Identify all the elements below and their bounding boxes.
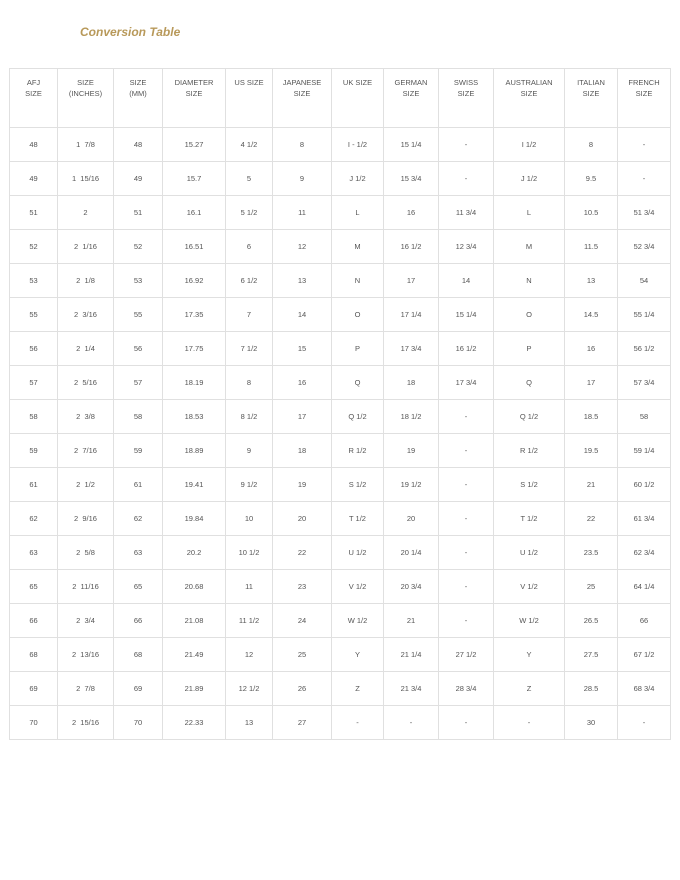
table-row [10, 672, 671, 706]
table-cell: 18.5 [565, 400, 618, 434]
table-cell: N [332, 264, 384, 298]
table-cell: - [439, 400, 494, 434]
table-cell: I 1/2 [494, 128, 565, 162]
table-cell: 60 1/2 [618, 468, 671, 502]
table-row [10, 298, 671, 332]
table-cell: 1 7/8 [58, 128, 114, 162]
table-cell: 20.2 [163, 536, 226, 570]
table-cell: 16 [565, 332, 618, 366]
table-cell: 58 [114, 400, 163, 434]
table-cell: 2 13/16 [58, 638, 114, 672]
conversion-table [9, 68, 671, 740]
table-cell: 2 5/8 [58, 536, 114, 570]
table-cell: 21 [565, 468, 618, 502]
table-cell: 16.92 [163, 264, 226, 298]
table-cell: 68 3/4 [618, 672, 671, 706]
table-cell: Q 1/2 [494, 400, 565, 434]
table-cell: - [332, 706, 384, 740]
table-cell: 19.41 [163, 468, 226, 502]
table-cell: 14.5 [565, 298, 618, 332]
table-cell: 52 [114, 230, 163, 264]
column-header-text: AUSTRALIAN [505, 78, 553, 87]
table-cell: 70 [114, 706, 163, 740]
table-cell: W 1/2 [332, 604, 384, 638]
table-cell: 9 [226, 434, 273, 468]
table-cell: 69 [114, 672, 163, 706]
table-cell: 26 [273, 672, 332, 706]
table-cell: 18 [384, 366, 439, 400]
table-cell: 65 [114, 570, 163, 604]
table-cell: P [332, 332, 384, 366]
table-cell: 52 3/4 [618, 230, 671, 264]
table-cell: 61 [10, 468, 58, 502]
table-cell: W 1/2 [494, 604, 565, 638]
table-row [10, 468, 671, 502]
table-cell: 22 [273, 536, 332, 570]
table-cell: 59 [10, 434, 58, 468]
table-cell: 19.84 [163, 502, 226, 536]
column-header-text: SIZE [582, 89, 600, 98]
table-cell: 58 [618, 400, 671, 434]
table-cell: 17 3/4 [384, 332, 439, 366]
table-cell: 9 1/2 [226, 468, 273, 502]
table-cell: 8 [565, 128, 618, 162]
table-cell: 18.53 [163, 400, 226, 434]
table-cell: 59 [114, 434, 163, 468]
table-row [10, 434, 671, 468]
table-cell: 2 9/16 [58, 502, 114, 536]
table-row [10, 604, 671, 638]
table-cell: 8 [226, 366, 273, 400]
table-cell: 9.5 [565, 162, 618, 196]
column-header-text: JAPANESE [282, 78, 322, 87]
table-cell: 17 [384, 264, 439, 298]
table-cell: 69 [10, 672, 58, 706]
table-cell: 66 [114, 604, 163, 638]
table-cell: 12 [273, 230, 332, 264]
column-header [163, 69, 226, 128]
table-cell: 55 [10, 298, 58, 332]
table-row [10, 366, 671, 400]
table-cell: 63 [114, 536, 163, 570]
table-cell: 17 3/4 [439, 366, 494, 400]
table-cell: 14 [273, 298, 332, 332]
table-cell: 4 1/2 [226, 128, 273, 162]
table-row [10, 230, 671, 264]
table-cell: 51 [10, 196, 58, 230]
column-header [226, 69, 273, 128]
table-cell: I - 1/2 [332, 128, 384, 162]
column-header-text: AFJ [26, 78, 41, 87]
table-cell: V 1/2 [494, 570, 565, 604]
table-cell: - [439, 162, 494, 196]
table-row [10, 706, 671, 740]
column-header-text: SIZE [457, 89, 475, 98]
table-cell: 27 1/2 [439, 638, 494, 672]
table-cell: 20 1/4 [384, 536, 439, 570]
table-cell: 21 [384, 604, 439, 638]
table-cell: 2 1/2 [58, 468, 114, 502]
table-cell: 63 [10, 536, 58, 570]
conversion-table-container [9, 68, 670, 740]
table-cell: 25 [273, 638, 332, 672]
table-row [10, 162, 671, 196]
table-cell: 62 [10, 502, 58, 536]
table-cell: J 1/2 [494, 162, 565, 196]
table-cell: 2 1/16 [58, 230, 114, 264]
column-header-text: SIZE [129, 78, 147, 87]
column-header-text: DIAMETER [174, 78, 214, 87]
table-cell: 13 [273, 264, 332, 298]
table-cell: 2 3/4 [58, 604, 114, 638]
table-cell: 65 [10, 570, 58, 604]
table-cell: 2 5/16 [58, 366, 114, 400]
table-row [10, 332, 671, 366]
table-cell: - [618, 706, 671, 740]
table-cell: 27 [273, 706, 332, 740]
table-row [10, 128, 671, 162]
table-row [10, 536, 671, 570]
table-cell: 2 7/8 [58, 672, 114, 706]
table-cell: O [332, 298, 384, 332]
table-cell: N [494, 264, 565, 298]
table-cell: 53 [10, 264, 58, 298]
table-cell: 48 [10, 128, 58, 162]
table-cell: 11 1/2 [226, 604, 273, 638]
table-cell: 12 3/4 [439, 230, 494, 264]
table-cell: 11 [273, 196, 332, 230]
table-cell: 58 [10, 400, 58, 434]
table-cell: 2 7/16 [58, 434, 114, 468]
table-cell: 27.5 [565, 638, 618, 672]
table-cell: 21.08 [163, 604, 226, 638]
table-cell: 64 1/4 [618, 570, 671, 604]
table-row [10, 502, 671, 536]
table-cell: 2 15/16 [58, 706, 114, 740]
table-cell: 6 1/2 [226, 264, 273, 298]
table-cell: U 1/2 [494, 536, 565, 570]
table-row [10, 196, 671, 230]
column-header [565, 69, 618, 128]
column-header-text: SIZE [635, 89, 653, 98]
table-cell: 2 3/16 [58, 298, 114, 332]
table-cell: M [494, 230, 565, 264]
table-cell: L [494, 196, 565, 230]
table-cell: 30 [565, 706, 618, 740]
table-cell: 62 [114, 502, 163, 536]
table-cell: - [439, 434, 494, 468]
table-cell: 17.75 [163, 332, 226, 366]
table-cell: 12 1/2 [226, 672, 273, 706]
table-cell: 57 [10, 366, 58, 400]
column-header [332, 69, 384, 128]
table-cell: 18 1/2 [384, 400, 439, 434]
table-cell: 19 [273, 468, 332, 502]
table-cell: Q 1/2 [332, 400, 384, 434]
table-cell: 5 [226, 162, 273, 196]
table-cell: 2 [58, 196, 114, 230]
table-cell: - [439, 468, 494, 502]
table-cell: 20 [384, 502, 439, 536]
table-row [10, 570, 671, 604]
table-cell: 13 [565, 264, 618, 298]
table-cell: Z [494, 672, 565, 706]
table-cell: 48 [114, 128, 163, 162]
table-cell: T 1/2 [494, 502, 565, 536]
table-cell: 18.19 [163, 366, 226, 400]
table-cell: 20 3/4 [384, 570, 439, 604]
column-header-text: SIZE [293, 89, 311, 98]
table-row [10, 264, 671, 298]
table-cell: 70 [10, 706, 58, 740]
table-cell: 16 [384, 196, 439, 230]
table-cell: Y [332, 638, 384, 672]
table-cell: 8 1/2 [226, 400, 273, 434]
table-cell: - [439, 502, 494, 536]
table-cell: 25 [565, 570, 618, 604]
column-header-text: (INCHES) [68, 89, 103, 98]
table-cell: 13 [226, 706, 273, 740]
table-cell: 49 [10, 162, 58, 196]
table-cell: 49 [114, 162, 163, 196]
table-cell: 2 3/8 [58, 400, 114, 434]
table-cell: 6 [226, 230, 273, 264]
table-cell: 16 1/2 [384, 230, 439, 264]
table-cell: 17 [273, 400, 332, 434]
column-header [10, 69, 58, 128]
table-cell: 61 [114, 468, 163, 502]
table-cell: 5 1/2 [226, 196, 273, 230]
table-cell: 8 [273, 128, 332, 162]
table-cell: 11 [226, 570, 273, 604]
table-cell: 14 [439, 264, 494, 298]
table-cell: 2 11/16 [58, 570, 114, 604]
table-cell: 21.49 [163, 638, 226, 672]
table-cell: 21 3/4 [384, 672, 439, 706]
table-cell: 17.35 [163, 298, 226, 332]
table-cell: 16 [273, 366, 332, 400]
column-header-text: SIZE [77, 78, 94, 87]
table-cell: 53 [114, 264, 163, 298]
table-cell: 16.51 [163, 230, 226, 264]
table-cell: R 1/2 [332, 434, 384, 468]
table-cell: 59 1/4 [618, 434, 671, 468]
table-cell: 2 1/8 [58, 264, 114, 298]
table-cell: 11.5 [565, 230, 618, 264]
table-cell: 55 1/4 [618, 298, 671, 332]
table-cell: 17 1/4 [384, 298, 439, 332]
table-cell: O [494, 298, 565, 332]
table-cell: P [494, 332, 565, 366]
table-cell: 66 [618, 604, 671, 638]
table-cell: 10 1/2 [226, 536, 273, 570]
column-header-text: SIZE [25, 89, 42, 98]
table-cell: 2 1/4 [58, 332, 114, 366]
table-cell: 56 1/2 [618, 332, 671, 366]
column-header-text: ITALIAN [577, 78, 605, 87]
table-cell: 57 3/4 [618, 366, 671, 400]
column-header [114, 69, 163, 128]
table-cell: 12 [226, 638, 273, 672]
table-cell: 51 [114, 196, 163, 230]
table-cell: 56 [114, 332, 163, 366]
column-header [58, 69, 114, 128]
table-cell: 62 3/4 [618, 536, 671, 570]
column-header-text: US SIZE [234, 78, 264, 87]
table-cell: 15.27 [163, 128, 226, 162]
table-cell: - [494, 706, 565, 740]
column-header [384, 69, 439, 128]
table-cell: - [384, 706, 439, 740]
table-cell: 52 [10, 230, 58, 264]
table-cell: 7 1/2 [226, 332, 273, 366]
table-cell: 9 [273, 162, 332, 196]
table-cell: L [332, 196, 384, 230]
table-cell: 21 1/4 [384, 638, 439, 672]
table-cell: 20 [273, 502, 332, 536]
table-cell: 10.5 [565, 196, 618, 230]
table-cell: - [439, 706, 494, 740]
table-cell: - [618, 162, 671, 196]
table-cell: 54 [618, 264, 671, 298]
table-cell: 28.5 [565, 672, 618, 706]
table-body [10, 128, 671, 740]
column-header-text: GERMAN [394, 78, 428, 87]
table-cell: 7 [226, 298, 273, 332]
column-header [618, 69, 671, 128]
table-cell: 61 3/4 [618, 502, 671, 536]
table-cell: Q [332, 366, 384, 400]
table-cell: - [618, 128, 671, 162]
table-cell: 55 [114, 298, 163, 332]
table-cell: 26.5 [565, 604, 618, 638]
column-header-text: SIZE [520, 89, 538, 98]
column-header-text: SIZE [185, 89, 203, 98]
table-cell: 23 [273, 570, 332, 604]
table-cell: 22.33 [163, 706, 226, 740]
table-cell: V 1/2 [332, 570, 384, 604]
column-header-text: FRENCH [628, 78, 660, 87]
table-cell: S 1/2 [494, 468, 565, 502]
table-cell: S 1/2 [332, 468, 384, 502]
table-cell: 56 [10, 332, 58, 366]
table-cell: - [439, 570, 494, 604]
table-cell: 24 [273, 604, 332, 638]
table-cell: 10 [226, 502, 273, 536]
table-cell: 1 15/16 [58, 162, 114, 196]
table-cell: 68 [114, 638, 163, 672]
table-cell: M [332, 230, 384, 264]
table-cell: 51 3/4 [618, 196, 671, 230]
table-cell: J 1/2 [332, 162, 384, 196]
table-cell: 15 [273, 332, 332, 366]
table-cell: 16.1 [163, 196, 226, 230]
table-cell: U 1/2 [332, 536, 384, 570]
table-cell: 15.7 [163, 162, 226, 196]
column-header-text: (MM) [129, 89, 147, 98]
table-cell: Z [332, 672, 384, 706]
table-cell: 17 [565, 366, 618, 400]
table-cell: - [439, 604, 494, 638]
table-cell: 15 1/4 [439, 298, 494, 332]
table-cell: - [439, 536, 494, 570]
page-title: Conversion Table [80, 25, 181, 39]
table-cell: 68 [10, 638, 58, 672]
table-cell: 19 [384, 434, 439, 468]
table-row [10, 400, 671, 434]
table-cell: 11 3/4 [439, 196, 494, 230]
column-header-text: SWISS [453, 78, 479, 87]
table-header-row [10, 69, 671, 128]
table-cell: 20.68 [163, 570, 226, 604]
table-cell: 15 3/4 [384, 162, 439, 196]
column-header-text: SIZE [402, 89, 420, 98]
table-row [10, 638, 671, 672]
table-cell: 21.89 [163, 672, 226, 706]
table-cell: - [439, 128, 494, 162]
table-cell: 19 1/2 [384, 468, 439, 502]
table-cell: 18.89 [163, 434, 226, 468]
column-header [439, 69, 494, 128]
table-cell: Q [494, 366, 565, 400]
table-cell: 66 [10, 604, 58, 638]
table-cell: 28 3/4 [439, 672, 494, 706]
table-cell: 19.5 [565, 434, 618, 468]
column-header-text: UK SIZE [342, 78, 373, 87]
column-header [494, 69, 565, 128]
table-cell: 18 [273, 434, 332, 468]
table-cell: 67 1/2 [618, 638, 671, 672]
table-cell: 23.5 [565, 536, 618, 570]
column-header [273, 69, 332, 128]
table-cell: 15 1/4 [384, 128, 439, 162]
table-cell: 57 [114, 366, 163, 400]
table-cell: Y [494, 638, 565, 672]
table-cell: R 1/2 [494, 434, 565, 468]
table-cell: 16 1/2 [439, 332, 494, 366]
table-cell: T 1/2 [332, 502, 384, 536]
table-cell: 22 [565, 502, 618, 536]
